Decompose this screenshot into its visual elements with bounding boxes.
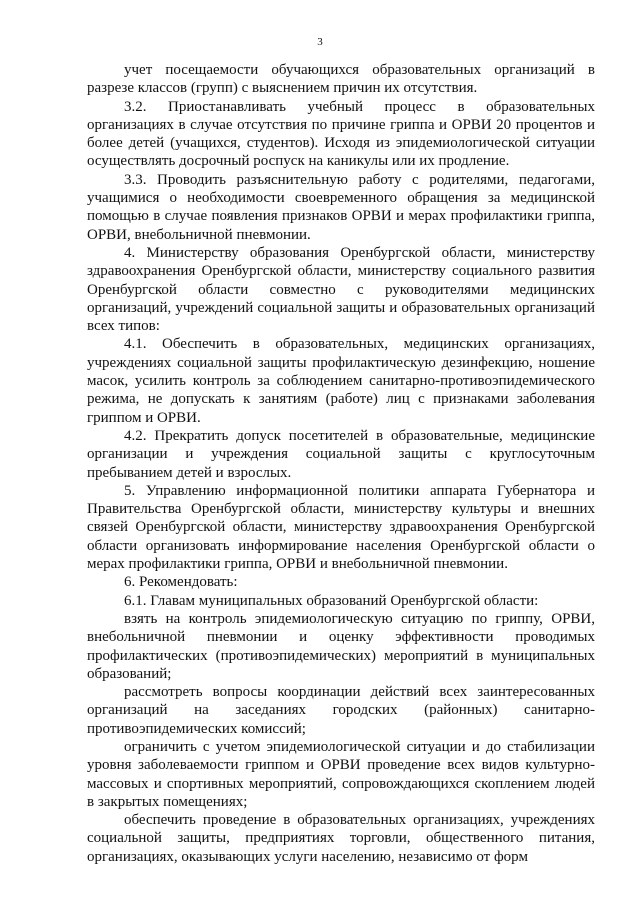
paragraph-5: 5. Управлению информационной политики аппарата Губернатора и Правительства Оренбургской области, министерству культуры и внешних связей Оренбургской области, министерству здравоохранения Оренбургской области организовать информирование населения Оренбургской области о мерах профилактики гриппа, ОРВИ и внебольничной пневмонии. bbox=[87, 482, 595, 573]
paragraph-ensure-measures: обеспечить проведение в образовательных организациях, учреждениях социальной защиты, предприятиях торговли, общественного питания, организациях, оказывающих услуги населению, независимо от форм bbox=[87, 812, 595, 865]
paragraph-limit-events: ограничить с учетом эпидемиологической ситуации и до стабилизации уровня заболеваемости гриппом и ОРВИ проведение всех видов культурно-массовых и спортивных мероприятий, сопровождающихся скоплением людей в закрытых помещениях; bbox=[87, 738, 595, 810]
paragraph-control-situation: взять на контроль эпидемиологическую ситуацию по гриппу, ОРВИ, внебольничной пневмонии и оценку эффективности проводимых профилактических (противоэпидемических) мероприятий в муниципальных образований; bbox=[87, 610, 595, 682]
page-number: 3 bbox=[317, 36, 323, 48]
paragraph-4: 4. Министерству образования Оренбургской области, министерству здравоохранения Оренбургской области, министерству социального развития Оренбургской области совместно с руководителями медицинских организаций, учреждений социальной защиты и образовательных организаций всех типов: bbox=[87, 244, 595, 335]
paragraph-3-2: 3.2. Приостанавливать учебный процесс в образовательных организациях в случае отсутствия по причине гриппа и ОРВИ 20 процентов и более детей (учащихся, студентов). Исходя из эпидемиологической ситуации осуществлять досрочный роспуск на каникулы или их продление. bbox=[87, 98, 595, 170]
paragraph-attendance-record: учет посещаемости обучающихся образовательных организаций в разрезе классов (групп) с выяснением причин их отсутствия. bbox=[87, 62, 595, 97]
paragraph-3-3: 3.3. Проводить разъяснительную работу с родителями, педагогами, учащимися о необходимости своевременного обращения за медицинской помощью в случае появления признаков ОРВИ и мерах профилактики гриппа, ОРВИ, внебольничной пневмонии. bbox=[87, 171, 595, 243]
paragraph-6-1: 6.1. Главам муниципальных образований Оренбургской области: bbox=[124, 592, 539, 609]
paragraph-6: 6. Рекомендовать: bbox=[124, 574, 238, 591]
paragraph-4-2: 4.2. Прекратить допуск посетителей в образовательные, медицинские организации и учреждения социальной защиты с круглосуточным пребыванием детей и взрослых. bbox=[87, 427, 595, 481]
paragraph-coordination: рассмотреть вопросы координации действий всех заинтересованных организаций на заседаниях городских (районных) санитарно-противоэпидемических комиссий; bbox=[87, 684, 595, 737]
paragraph-4-1: 4.1. Обеспечить в образовательных, медицинских организациях, учреждениях социальной защиты профилактическую дезинфекцию, ношение масок, усилить контроль за соблюдением санитарно-противоэпидемического режима, не допускать к занятиям (работе) лиц с признаками заболевания гриппом и ОРВИ. bbox=[87, 336, 595, 426]
document-body bbox=[87, 61, 595, 866]
